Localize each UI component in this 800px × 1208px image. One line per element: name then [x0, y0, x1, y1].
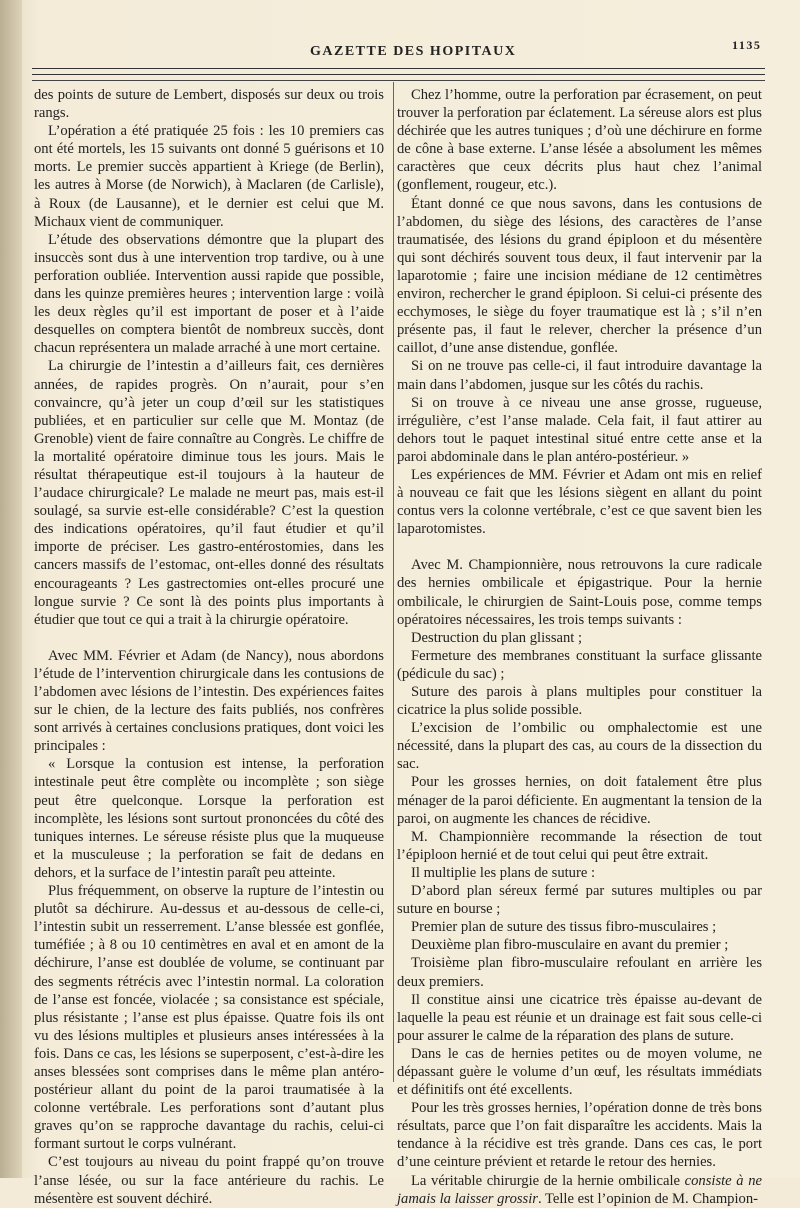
list-item: Deuxième plan fibro-musculaire en avant du premier ;: [411, 937, 729, 954]
left-column: [34, 86, 384, 1208]
paragraph: Les expériences de MM. Février et Adam ont mis en relief à nouveau ce fait que les lésions siègent en allant du point contus vers la colonne vertébrale, c’est ce que savent bien les laparotomistes.: [397, 466, 762, 538]
paragraph: Dans le cas de hernies petites ou de moyen volume, ne dépassant guère le volume d’un œuf, les résultats immédiats et définitifs ont été excellents.: [397, 1045, 762, 1099]
quote-paragraph: Chez l’homme, outre la perforation par écrasement, on peut trouver la perforation par éclatement. La séreuse alors est plus déchirée que les autres tuniques ; d’où une déchirure en forme de cône à base externe. L’anse lésée a absolument les mêmes caractères que ceux décrits plus haut chez l’animal (gonflement, rougeur, etc.).: [397, 87, 762, 194]
header-rule: [32, 74, 765, 75]
journal-title: GAZETTE DES HOPITAUX: [310, 44, 517, 59]
list-item: Troisième plan fibro-musculaire refoulant en arrière les deux premiers.: [397, 955, 762, 990]
paragraph: La chirurgie de l’intestin a d’ailleurs fait, ces dernières années, de rapides progrès. On n’aurait, pour s’en convaincre, qu’à jeter un coup d’œil sur les statistiques publiées, et en particulier sur celle que M. Montaz (de Grenoble) vient de faire connaître au Congrès. Le chiffre de la mortalité opératoire diminue tous les jours. Mais le résultat thérapeutique est-il toujours à la hauteur de l’audace chirurgicale? Le malade ne meurt pas, mais est-il soulagé, sa survie est-elle considérable? C’est la question des indications opératoires, qu’il faut étudier et qu’il importe de préciser. Les gastro-entérostomies, dans les cancers massifs de l’estomac, ont-elles donné des résultats encourageants ? Les gastrectomies ont-elles procuré une longue survie ? Ce sont là des points plus importants à étudier que tout ce qui a trait à la chirurgie opératoire.: [34, 358, 384, 628]
list-item: Suture des parois à plans multiples pour constituer la cicatrice la plus solide possible.: [397, 684, 762, 719]
paragraph: Pour les très grosses hernies, l’opération donne de très bons résultats, parce que l’on fait disparaître les accidents. Mais la tendance à la récidive est très grande. Dans ces cas, le port d’une ceinture prévient et retarde le retour des hernies.: [397, 1100, 762, 1171]
paragraph: L’étude des observations démontre que la plupart des insuccès sont dus à une intervention trop tardive, ou à une perforation oubliée. Intervention aussi rapide que possible, dans les quinze premières heures ; intervention large : voilà les deux règles qu’il est important de poser et à l’aide desquelles on comptera bientôt de nombreux succès, dont chacun représentera un malade arraché à une mort certaine.: [34, 231, 384, 357]
column-divider: [393, 82, 394, 1082]
paragraph: des points de suture de Lembert, disposés sur deux ou trois rangs.: [34, 87, 384, 122]
header-rule: [32, 80, 765, 81]
paragraph: Il multiplie les plans de suture :: [411, 864, 596, 881]
paragraph: Avec MM. Février et Adam (de Nancy), nous abordons l’étude de l’intervention chirurgicale dans les contusions de l’abdomen avec lésions de l’intestin. Des expériences faites sur le chien, de la lecture des faits publiés, nos confrères sont arrivés à certaines conclusions pratiques, dont voici les principales :: [34, 647, 384, 755]
header-rule: [32, 68, 765, 69]
paragraph: [397, 1172, 762, 1208]
text-span: La véritable chirurgie de la hernie ombilicale: [411, 1172, 685, 1189]
right-column: [397, 86, 762, 1208]
paragraph: L’opération a été pratiquée 25 fois : les 10 premiers cas ont été mortels, les 15 suivants ont donné 5 guérisons et 10 morts. Le premier succès appartient à Kriege (de Berlin), les autres à Morse (de Norwich), à Maclaren (de Carlisle), à Roux (de Lausanne), et le dernier est celui que M. Michaux vient de communiquer.: [34, 123, 384, 230]
text-span: . Telle est l’opinion de M. Champion-: [537, 1190, 758, 1207]
paragraph: Il constitue ainsi une cicatrice très épaisse au-devant de laquelle la peau est réunie et un drainage est fait sous celle-ci pour assurer le calme de la réparation des plans de suture.: [397, 991, 762, 1044]
list-item: D’abord plan séreux fermé par sutures multiples ou par suture en bourse ;: [397, 883, 762, 918]
quote-paragraph: Si on trouve à ce niveau une anse grosse, rugueuse, irrégulière, c’est l’anse malade. Cela fait, il faut attirer au dehors tout le paquet intestinal situé entre cette anse et la paroi abdominale dans le plan antéro-postérieur. »: [397, 394, 762, 465]
list-item: Fermeture des membranes constituant la surface glissante (pédicule du sac) ;: [397, 647, 762, 682]
list-item: Premier plan de suture des tissus fibro-musculaires ;: [411, 919, 717, 936]
quote-paragraph: « Lorsque la contusion est intense, la perforation intestinale peut être complète ou incomplète ; son siège peut être quelconque. Lorsque la perforation est incomplète, les lésions sont surtout prononcées du côté des tuniques internes. Le séreuse résiste plus que la muqueuse et la musculeuse ; la perforation se fait de dedans en dehors, et la surface de l’intestin paraît peu atteinte.: [34, 756, 384, 881]
paragraph: Avec M. Championnière, nous retrouvons la cure radicale des hernies ombilicale et épigastrique. Pour la hernie ombilicale, le chirurgien de Saint-Louis pose, comme temps opératoires nécessaires, les trois temps suivants :: [397, 557, 762, 628]
page-binding-shadow: [0, 0, 22, 1178]
quote-paragraph: Étant donné ce que nous savons, dans les contusions de l’abdomen, du siège des lésions, des caractères de l’anse traumatisée, des lésions du grand épiploon et du mésentère qui sont déchirés souvent tous deux, il faut intervenir par la laparotomie ; faire une incision médiane de 12 centimètres environ, rechercher le grand épiploon. Si celui-ci présente des ecchymoses, le siège du foyer traumatique est là ; s’il n’en présente pas, il faut le relever, chercher la présence d’un caillot, d’une anse distendue, gonflée.: [397, 195, 762, 357]
paragraph: M. Championnière recommande la résection de tout l’épiploon hernié et de tout celui qui peut être extrait.: [397, 828, 762, 863]
quote-paragraph: C’est toujours au niveau du point frappé qu’on trouve l’anse lésée, ou sur la face antérieure du rachis. Le mésentère est souvent déchiré.: [34, 1154, 384, 1207]
page-number: 1135: [732, 38, 762, 52]
emphasis-text: consiste à ne jamais la laisser grossir: [397, 1172, 762, 1207]
paragraph: L’excision de l’ombilic ou omphalectomie est une nécessité, dans la plupart des cas, au cours de la dissection du sac.: [397, 720, 762, 773]
quote-paragraph: Si on ne trouve pas celle-ci, il faut introduire davantage la main dans l’abdomen, jusque sur les côtés du rachis.: [397, 358, 762, 393]
quote-paragraph: Plus fréquemment, on observe la rupture de l’intestin ou plutôt sa déchirure. Au-dessus et au-dessous de celle-ci, l’intestin subit un resserrement. L’anse blessée est gonflée, tuméfiée ; à 8 ou 10 centimètres en aval et en amont de la déchirure, l’anse est doublée de volume, se continuant par des segments rétrécis avec l’intestin normal. La coloration de l’anse est foncée, violacée ; sa consistance est spéciale, plus résistante ; l’anse est plus épaisse. Quatre fois ils ont vu des lésions multiples et plusieurs anses intéressées à la fois. Dans ce cas, les lésions se superposent, c’est-à-dire les anses blessées sont comprises dans le même plan antéro-postérieur allant du point de la paroi traumatisée à la colonne vertébrale. Les perforations sont d’autant plus graves qu’on se rapproche davantage du rachis, celui-ci formant surtout le corps vulnérant.: [34, 883, 384, 1153]
list-item: Destruction du plan glissant ;: [411, 629, 583, 646]
paragraph: Pour les grosses hernies, on doit fatalement être plus ménager de la paroi déficiente. En augmentant la tension de la paroi, on augmente les chances de récidive.: [397, 774, 762, 827]
